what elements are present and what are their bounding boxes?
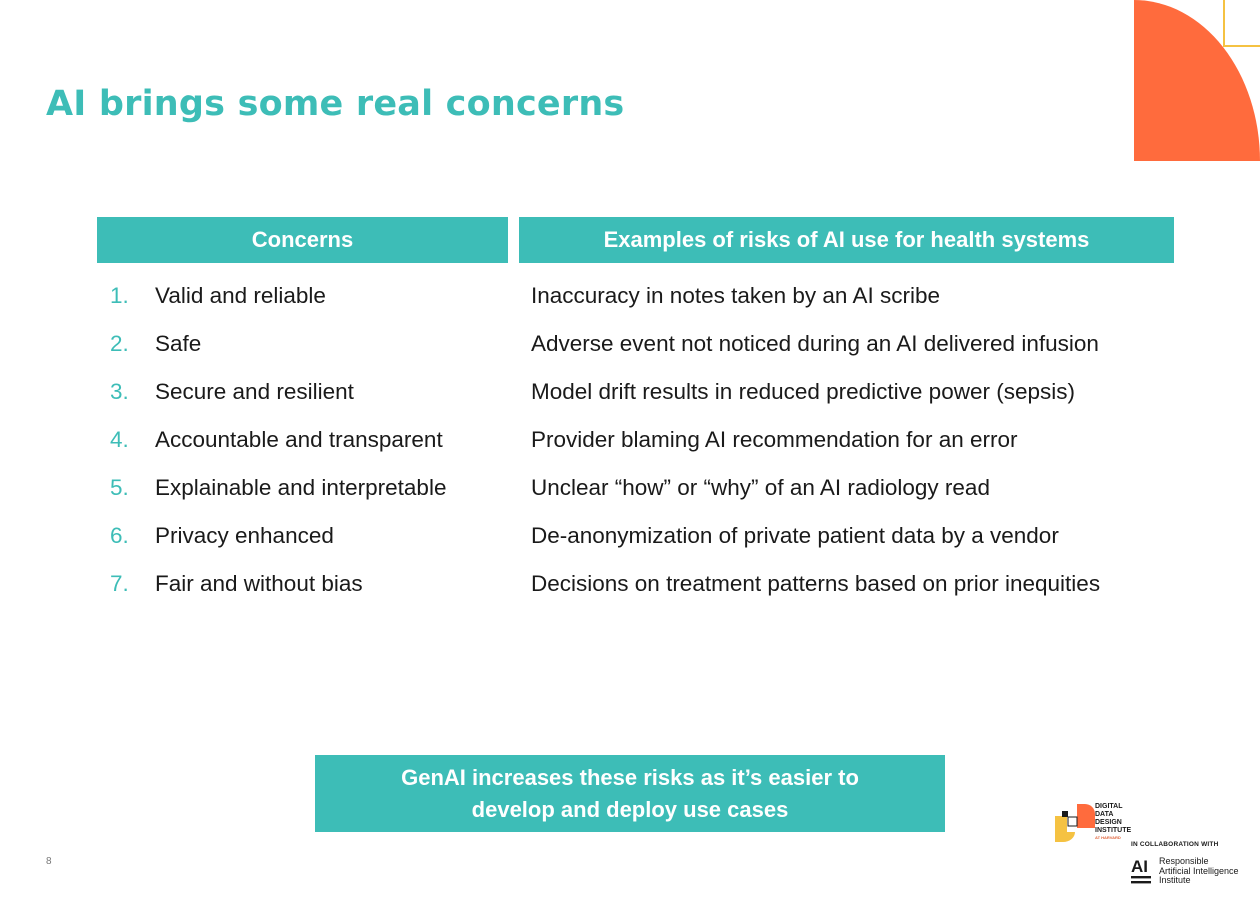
concern-label: Secure and resilient	[155, 379, 354, 404]
table-row	[0, 523, 1260, 571]
row-number: 6.	[110, 523, 129, 548]
d3-line-1: DIGITAL	[1095, 803, 1123, 810]
row-number: 4.	[110, 427, 129, 452]
genai-callout	[315, 755, 945, 832]
table-row	[0, 283, 1260, 331]
rai-line-2: Artificial Intelligence	[1159, 865, 1239, 876]
slide-title: AI brings some real concerns	[46, 84, 625, 124]
d3-line-3: DESIGN	[1095, 819, 1122, 826]
row-number: 5.	[110, 475, 129, 500]
concern-label: Safe	[155, 331, 202, 356]
table-row	[0, 475, 1260, 523]
risk-example: Inaccuracy in notes taken by an AI scribe	[531, 283, 940, 308]
concern-label: Privacy enhanced	[155, 523, 334, 548]
row-number: 2.	[110, 331, 129, 356]
risk-example: Decisions on treatment patterns based on prior inequities	[531, 571, 1101, 596]
d3-logo-icon	[1055, 804, 1099, 842]
rai-line-3: Institute	[1159, 875, 1191, 885]
page-number: 8	[46, 856, 52, 867]
d3-line-2: DATA	[1095, 811, 1114, 818]
table-row	[0, 331, 1260, 379]
concern-label: Accountable and transparent	[155, 427, 443, 452]
callout-line-2: develop and deploy use cases	[471, 796, 789, 822]
table-row	[0, 379, 1260, 427]
corner-decoration	[1134, 0, 1260, 161]
d3-line-4: INSTITUTE	[1095, 827, 1132, 834]
row-number: 3.	[110, 379, 129, 404]
rai-logo-text	[1159, 857, 1239, 886]
rai-mark: AI	[1131, 857, 1148, 876]
table-row	[0, 571, 1260, 619]
table-row	[0, 427, 1260, 475]
collaboration-text: IN COLLABORATION WITH	[1131, 841, 1219, 848]
callout-line-1: GenAI increases these risks as it’s easier to	[401, 764, 859, 790]
d3-sub: AT HARVARD	[1095, 835, 1121, 840]
risk-example: De-anonymization of private patient data by a vendor	[531, 523, 1059, 548]
risk-example: Unclear “how” or “why” of an AI radiology read	[531, 475, 990, 500]
d3-logo-text	[1095, 803, 1131, 840]
risk-example: Adverse event not noticed during an AI delivered infusion	[531, 331, 1099, 356]
examples-header: Examples of risks of AI use for health systems	[519, 217, 1174, 263]
concern-label: Fair and without bias	[155, 571, 363, 596]
rai-line-1: Responsible	[1159, 856, 1209, 866]
row-number: 1.	[110, 283, 129, 308]
risk-example: Model drift results in reduced predictive power (sepsis)	[531, 379, 1075, 404]
concern-label: Explainable and interpretable	[155, 475, 447, 500]
concern-label: Valid and reliable	[155, 283, 326, 308]
row-number: 7.	[110, 571, 129, 596]
rai-logo-icon	[1131, 857, 1155, 885]
concerns-header: Concerns	[97, 217, 508, 263]
risk-example: Provider blaming AI recommendation for an error	[531, 427, 1018, 452]
